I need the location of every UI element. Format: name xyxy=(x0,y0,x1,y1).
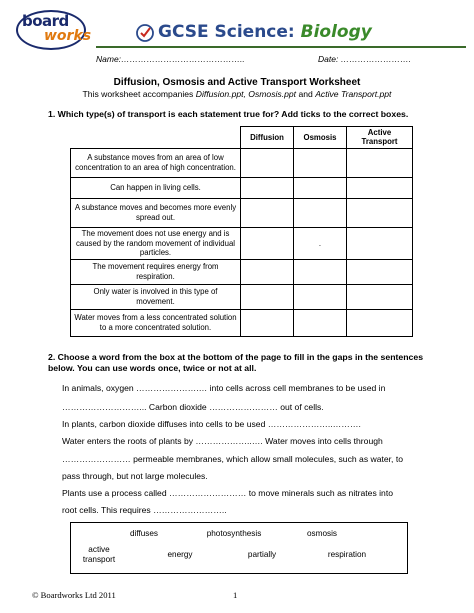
date-field[interactable]: Date: ……………………. xyxy=(318,54,412,64)
gap-fill-line: pass through, but not large molecules. xyxy=(62,471,208,481)
transport-table xyxy=(70,126,413,337)
copyright-text: © Boardworks Ltd 2011 xyxy=(32,590,116,600)
gap-fill-line[interactable]: Plants use a process called ……………………… to move minerals such as nitrates into xyxy=(62,488,393,498)
tick-box[interactable] xyxy=(347,284,413,309)
table-row xyxy=(71,198,413,227)
tick-box[interactable] xyxy=(294,284,347,309)
tick-box[interactable] xyxy=(294,309,347,336)
tick-box[interactable] xyxy=(241,227,294,259)
subtitle-prefix: This worksheet accompanies xyxy=(82,89,196,99)
table-row xyxy=(71,227,413,259)
tick-box[interactable] xyxy=(241,309,294,336)
gcse-title xyxy=(158,22,372,42)
question-2: 2. Choose a word from the box at the bottom of the page to fill in the gaps in the sentences below. You can use words once, twice or not at all. xyxy=(48,352,424,373)
gap-fill-line[interactable]: In animals, oxygen ………………….… into cells across cell membranes to be used in xyxy=(62,383,386,393)
word-option: diffuses xyxy=(129,529,159,538)
table-row xyxy=(71,284,413,309)
statement-cell: The movement requires energy from respiration. xyxy=(71,259,241,284)
tick-box[interactable] xyxy=(347,148,413,177)
boardworks-logo xyxy=(6,6,98,54)
word-option: photosynthesis xyxy=(206,529,262,538)
statement-cell: A substance moves from an area of low concentration to an area of high concentration. xyxy=(71,148,241,177)
word-option: osmosis xyxy=(306,529,338,538)
tick-box[interactable] xyxy=(294,198,347,227)
table-row xyxy=(71,148,413,177)
tick-box[interactable] xyxy=(241,148,294,177)
table-row xyxy=(71,259,413,284)
statement-cell: Can happen in living cells. xyxy=(71,177,241,198)
gcse-title-subject: Biology xyxy=(300,22,372,42)
tick-box[interactable] xyxy=(241,284,294,309)
table-row xyxy=(71,309,413,336)
word-option: energy xyxy=(167,550,193,559)
tick-box[interactable] xyxy=(347,309,413,336)
table-header-row xyxy=(71,127,413,149)
tick-box[interactable] xyxy=(347,227,413,259)
tick-box[interactable]: . xyxy=(294,227,347,259)
tick-box[interactable] xyxy=(241,177,294,198)
tick-box[interactable] xyxy=(294,259,347,284)
column-header: Osmosis xyxy=(294,127,347,149)
logo-word-board: board xyxy=(22,12,69,30)
worksheet-subtitle xyxy=(0,89,474,99)
statement-cell: Water moves from a less concentrated solution to a more concentrated solution. xyxy=(71,309,241,336)
statement-cell: The movement does not use energy and is caused by the random movement of individual particles. xyxy=(71,227,241,259)
word-box xyxy=(70,522,408,574)
question-1: 1. Which type(s) of transport is each statement true for? Add ticks to the correct boxes. xyxy=(48,109,409,119)
tick-box[interactable] xyxy=(347,198,413,227)
word-option: respiration xyxy=(327,550,367,559)
gap-fill-line[interactable]: Water enters the roots of plants by ………………..…. Water moves into cells through xyxy=(62,436,383,446)
gap-fill-line[interactable]: …………………… permeable membranes, which allow small molecules, such as water, to xyxy=(62,454,404,464)
subtitle-and: and xyxy=(296,89,316,99)
word-option: partially xyxy=(247,550,277,559)
tick-box[interactable] xyxy=(241,259,294,284)
tick-box[interactable] xyxy=(241,198,294,227)
tick-box[interactable] xyxy=(294,148,347,177)
worksheet-title: Diffusion, Osmosis and Active Transport Worksheet xyxy=(113,77,361,88)
column-header: Diffusion xyxy=(241,127,294,149)
name-field[interactable]: Name:…………………………………….. xyxy=(96,54,245,64)
statement-cell: Only water is involved in this type of movement. xyxy=(71,284,241,309)
tick-box[interactable] xyxy=(347,177,413,198)
gap-fill-line[interactable]: In plants, carbon dioxide diffuses into cells to be used …………………..………. xyxy=(62,419,361,429)
gcse-title-main: GCSE Science: xyxy=(158,22,295,42)
gap-fill-line[interactable]: root cells. This requires …………………….. xyxy=(62,505,227,515)
pencil-check-icon xyxy=(136,24,154,42)
column-header: Active Transport xyxy=(347,127,413,149)
table-row xyxy=(71,177,413,198)
blank-header-cell xyxy=(71,127,241,149)
tick-box[interactable] xyxy=(294,177,347,198)
statement-cell: A substance moves and becomes more evenly spread out. xyxy=(71,198,241,227)
page-number: 1 xyxy=(233,590,238,600)
logo-word-works: works xyxy=(44,28,92,44)
tick-box[interactable] xyxy=(347,259,413,284)
header-rule xyxy=(96,46,466,48)
subtitle-files: Diffusion.ppt, Osmosis.ppt xyxy=(195,89,297,99)
gap-fill-line[interactable]: ………………………... Carbon dioxide …………………… out of cells. xyxy=(62,402,324,412)
subtitle-file3: Active Transport.ppt xyxy=(315,89,392,99)
word-option: active transport xyxy=(82,545,116,564)
